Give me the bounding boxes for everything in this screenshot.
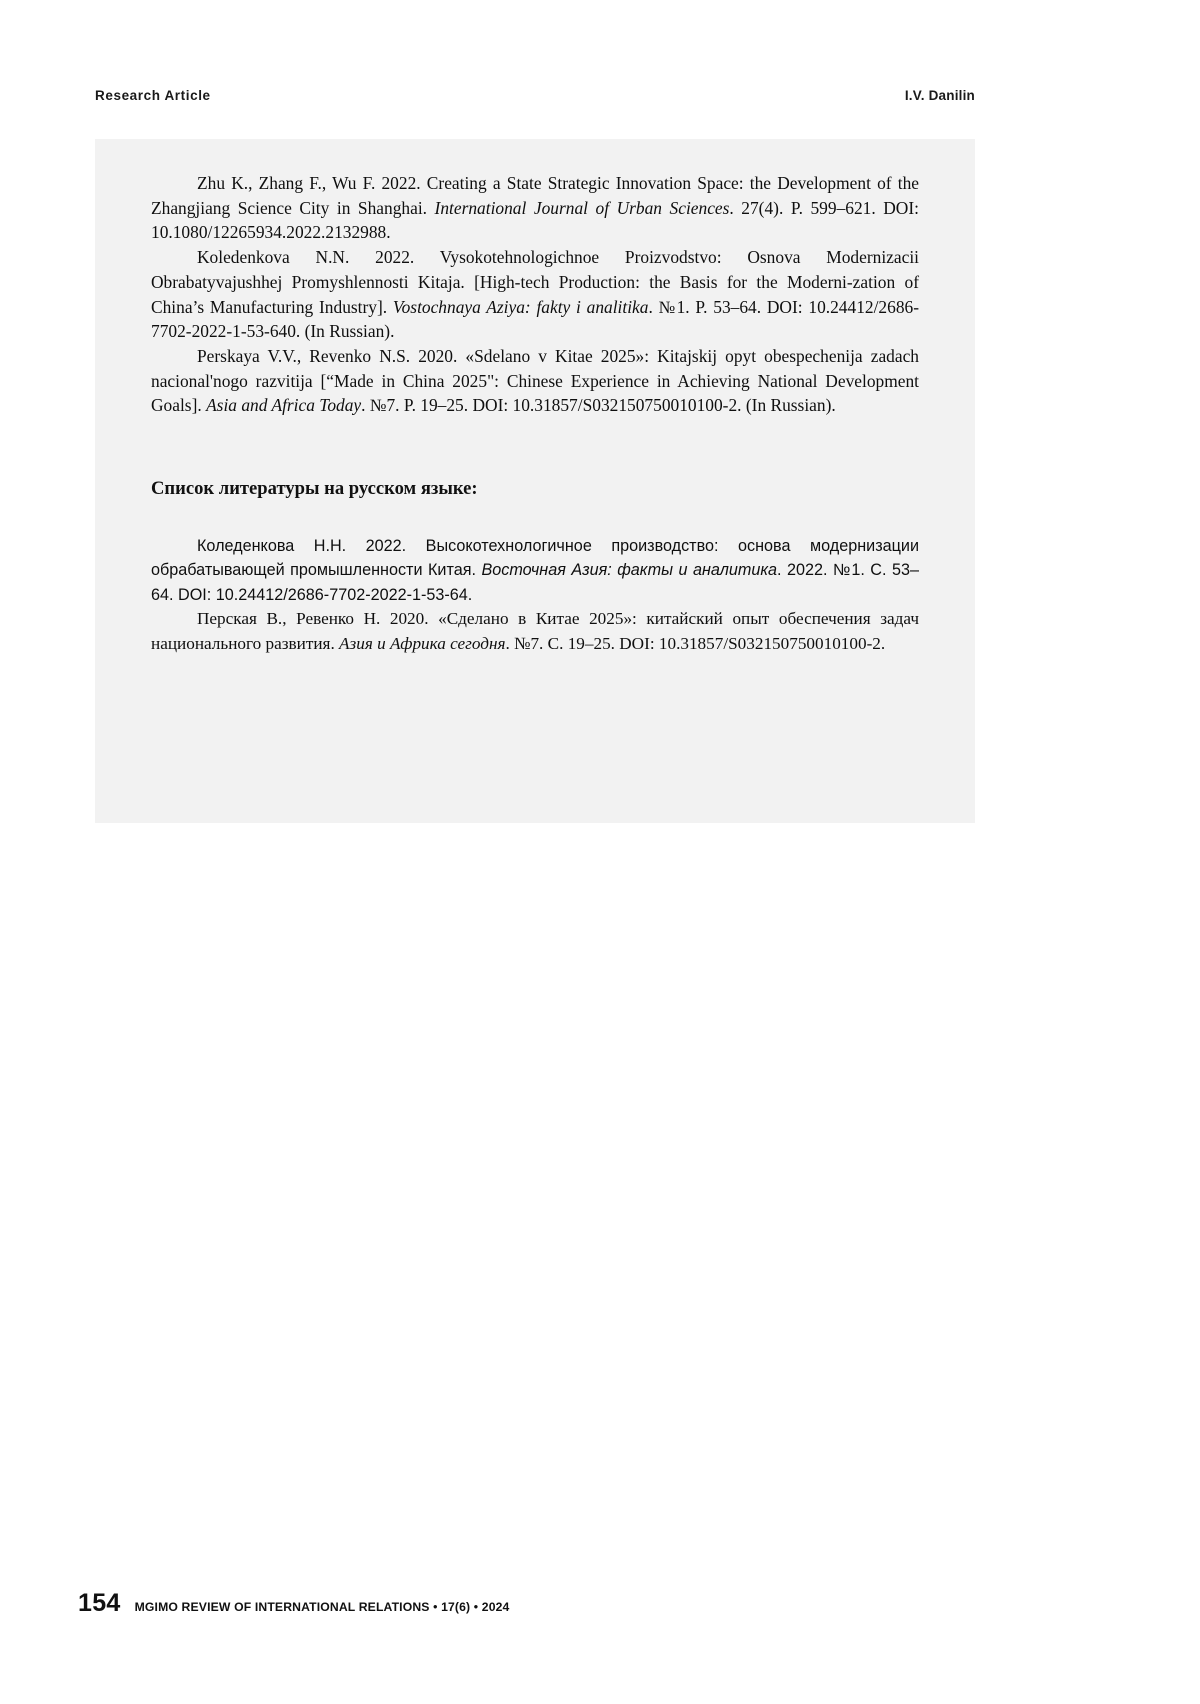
reference-text: Перская В., Ревенко Н. 2020. «Сделано в Китае 2025»: китайский опыт обеспечения задач национального развития. (151, 608, 919, 653)
page-footer (78, 1589, 509, 1618)
reference-source-title: Vostochnaya Aziya: fakty i analitika (392, 296, 649, 317)
russian-references-heading-wrap (151, 478, 919, 500)
reference-item (151, 245, 919, 344)
reference-details: . №7. С. 19–25. DOI: 10.31857/S032150750010100-2. (505, 633, 886, 653)
reference-text: Zhu K., Zhang F., Wu F. 2022. Creating a State Strategic Innovation Space: the Development of the Zhangjiang Science City in Shanghai. (151, 173, 919, 218)
running-head-right: I.V. Danilin (904, 88, 975, 103)
reference-source-title: Азия и Африка сегодня (339, 633, 506, 653)
reference-item (151, 607, 919, 657)
reference-source-title: Asia and Africa Today (206, 395, 362, 416)
reference-details: . 27(4). P. 599–621. DOI: 10.1080/12265934.2022.2132988. (151, 197, 919, 243)
reference-source-title: International Journal of Urban Sciences (434, 197, 730, 218)
running-head (95, 88, 975, 103)
reference-text: Koledenkova N.N. 2022. Vysokotehnologichnoe Proizvodstvo: Osnova Modernizacii Obrabatyvajushhej Promyshlennosti Kitaja. [High-tech Production: the Basis for the Moderni-zation of China’s Manufacturing Industry]. (151, 247, 919, 317)
reference-text: Коледенкова Н.Н. 2022. Высокотехнологичное производство: основа модернизации обрабатывающей промышленности Китая. (151, 537, 919, 580)
reference-text: Perskaya V.V., Revenko N.S. 2020. «Sdelano v Kitae 2025»: Kitajskij opyt obespechenija zadach nacional'nogo razvitija [“Made in China 2025": Chinese Experience in Achieving National Development Goals]. (151, 345, 919, 416)
reference-details: . №1. P. 53–64. DOI: 10.24412/2686-7702-2022-1-53-640. (In Russian). (151, 296, 919, 342)
references-panel (95, 139, 975, 823)
reference-item (151, 171, 919, 245)
reference-item (151, 344, 919, 418)
journal-info: MGIMO REVIEW OF INTERNATIONAL RELATIONS • 17(6) • 2024 (134, 1600, 510, 1614)
russian-references-heading: Список литературы на русском языке: (151, 478, 478, 500)
page-number: 154 (78, 1589, 121, 1617)
reference-details: . №7. P. 19–25. DOI: 10.31857/S032150750010100-2. (In Russian). (361, 395, 836, 416)
reference-details: . 2022. №1. С. 53–64. DOI: 10.24412/2686-7702-2022-1-53-64. (151, 561, 919, 604)
reference-item (151, 534, 919, 607)
reference-source-title: Восточная Азия: факты и аналитика (481, 561, 777, 580)
running-head-left: Research Article (95, 88, 211, 103)
